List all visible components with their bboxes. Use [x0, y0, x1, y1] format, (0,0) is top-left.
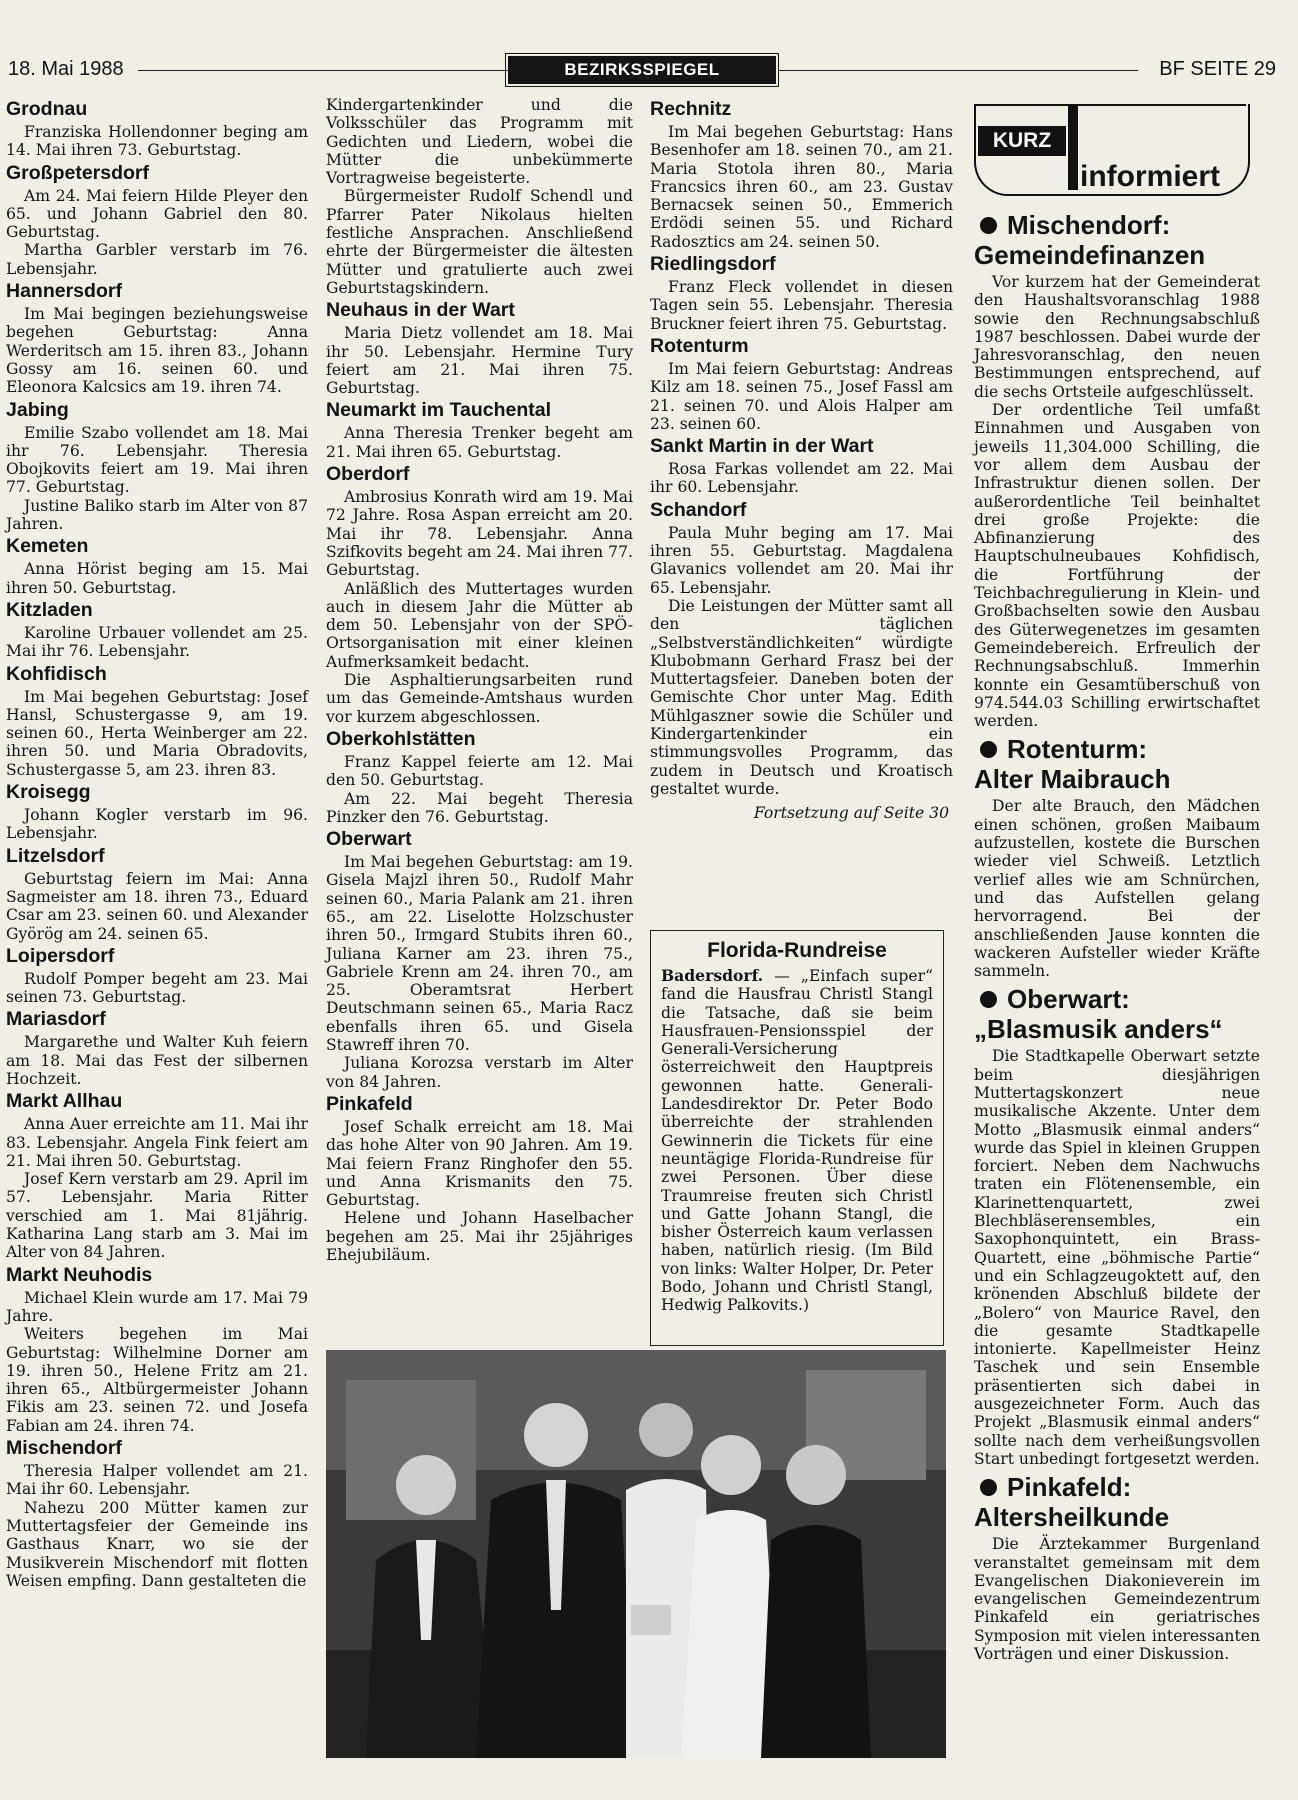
section-heading: Kroisegg	[6, 781, 91, 804]
kurz-item-title: Pinkafeld:	[1007, 1472, 1132, 1503]
article-paragraph: Anna Hörist beging am 15. Mai ihren 50. Geburtstag.	[6, 560, 308, 597]
article-paragraph: Anna Theresia Trenker begeht am 21. Mai ihren 65. Geburtstag.	[326, 424, 633, 461]
article-paragraph: Weiters begehen im Mai Geburtstag: Wilhelmine Dorner am 19. ihren 50., Helene Fritz am 21. ihren 65., Altbürgermeister Johann Fikis am 23. seinen 72. und Josefa Fabian am 24. ihren 74.	[6, 1325, 308, 1435]
article-paragraph: Rosa Farkas vollendet am 22. Mai ihr 60. Lebensjahr.	[650, 460, 953, 497]
kurz-item-paragraph: Die Ärztekammer Burgenland veranstaltet gemeinsam mit dem Evangelischen Diakonieverein im evangelischen Gemeindezentrum Pinkafeld ein geriatrisches Symposion mit vielen interessanten Vorträgen und einer Diskussion.	[974, 1535, 1260, 1663]
kurz-item-paragraph: Vor kurzem hat der Gemeinderat den Haushaltsvoranschlag 1988 sowie den Rechnungsabschluß 1987 beschlossen. Dabei wurde der Jahresvoranschlag, den neuen Bestimmungen entsprechend, auf die sechs Ortsteile aufgeschlüsselt.	[974, 273, 1260, 401]
section-heading: Kitzladen	[6, 598, 93, 621]
bullet-icon	[980, 741, 997, 758]
kurz-item-heading	[974, 984, 1260, 1044]
article-paragraph: Maria Dietz vollendet am 18. Mai ihr 50. Lebensjahr. Hermine Tury feiert am 21. Mai ihren 75. Geburtstag.	[326, 324, 633, 398]
continued-note: Fortsetzung auf Seite 30	[753, 804, 949, 823]
column-1	[6, 96, 308, 1590]
kurz-item-subtitle: „Blasmusik anders“	[974, 1014, 1223, 1045]
article-paragraph: Karoline Urbauer vollendet am 25. Mai ihr 76. Lebensjahr.	[6, 623, 308, 661]
article-paragraph: Nahezu 200 Mütter kamen zur Muttertagsfeier der Gemeinde ins Gasthaus Knarr, wo sie der Musikverein Mischendorf mit flotten Weisen empfing. Dann gestalteten die	[6, 1498, 308, 1590]
article-paragraph: Franz Kappel feierte am 12. Mai den 50. Geburtstag.	[326, 752, 633, 790]
kurz-informiert-logo	[974, 104, 1264, 200]
section-heading: Jabing	[6, 398, 69, 421]
column-2	[326, 96, 633, 1264]
section-heading: Loipersdorf	[6, 944, 115, 967]
article-paragraph: Franz Fleck vollendet in diesen Tagen sein 55. Lebensjahr. Theresia Bruckner feiert ihren 75. Geburtstag.	[650, 278, 953, 333]
kurz-item-heading	[974, 1472, 1260, 1532]
kurz-item-subtitle: Gemeindefinanzen	[974, 240, 1206, 270]
article-paragraph: Kindergartenkinder und die Volksschüler das Programm mit Gedichten und Liedern, wobei die Mütter die unbekümmerte Vortragweise begeisterte.	[326, 96, 633, 188]
section-heading: Neumarkt im Tauchental	[326, 399, 552, 422]
article-paragraph: Im Mai begehen Geburtstag: am 19. Gisela Majzl ihren 50., Rudolf Mahr seinen 60., Maria Palank am 21. ihren 65., am 22. Liselotte Holzschuster ihren 50., Irmgard Stubits ihren 60., Juliana Karner am 23. ihren 75., Gabriele Krenn am 24. ihren 70., am 25. Oberamtsrat Herbert Deutschmann seinen 65., Maria Racz ebenfalls ihren 65. und Gisela Stawreff ihren 70.	[326, 853, 633, 1055]
kurz-item-subtitle: Altersheilkunde	[974, 1502, 1170, 1533]
kurz-word: informiert	[1080, 160, 1221, 193]
florida-body	[651, 967, 943, 1315]
section-heading: Markt Neuhodis	[6, 1263, 153, 1286]
article-paragraph: Johann Kogler verstarb im 96. Lebensjahr.	[6, 806, 308, 843]
article-paragraph: Anläßlich des Muttertages wurden auch in diesem Jahr die Mütter ab dem 50. Lebensjahr von der SPÖ-Ortsorganisation mit einer kleinen Aufmerksamkeit bedacht.	[326, 579, 633, 671]
kurz-item-paragraph: Der alte Brauch, den Mädchen einen schönen, großen Maibaum aufzustellen, kostete die Burschen wieder viel Schweiß. Letztlich verlief alles wie am Schnürchen, und das Aufstellen gelang hervorragend. Bei der anschließenden Jause konnten die wackeren Aufsteller wieder Kräfte sammeln.	[974, 797, 1260, 981]
section-heading: Riedlingsdorf	[650, 253, 776, 276]
kurz-item-heading	[974, 210, 1260, 270]
article-paragraph: Juliana Korozsa verstarb im Alter von 84 Jahren.	[326, 1054, 633, 1091]
article-paragraph: Paula Muhr beging am 17. Mai ihren 55. Geburtstag. Magdalena Glavanics vollendet am 20. Mai ihr 65. Lebensjahr.	[650, 523, 953, 597]
page-number: BF SEITE 29	[1159, 58, 1276, 80]
section-heading: Rotenturm	[650, 334, 749, 357]
kurz-item-title: Rotenturm:	[1007, 734, 1148, 765]
article-paragraph: Franziska Hollendonner beging am 14. Mai ihren 73. Geburtstag.	[6, 123, 308, 160]
florida-location: Badersdorf.	[661, 966, 764, 985]
section-heading: Oberwart	[326, 828, 412, 851]
kurz-item-heading	[974, 734, 1260, 794]
section-heading: Rechnitz	[650, 98, 732, 120]
header-rule-right	[778, 70, 1138, 71]
section-heading: Oberkohlstätten	[326, 727, 476, 750]
section-heading: Mariasdorf	[6, 1008, 106, 1031]
article-paragraph: Emilie Szabo vollendet am 18. Mai ihr 76. Lebensjahr. Theresia Obojkovits feiert am 19. Mai ihren 77. Geburtstag.	[6, 423, 308, 497]
article-paragraph: Die Asphaltierungsarbeiten rund um das Gemeinde-Amtshaus wurden vor kurzem abgeschlossen.	[326, 671, 633, 726]
section-heading: Schandorf	[650, 498, 747, 521]
section-heading: Markt Allhau	[6, 1090, 123, 1113]
florida-title: Florida-Rundreise	[707, 939, 887, 962]
group-photo	[326, 1350, 946, 1758]
article-paragraph: Anna Auer erreichte am 11. Mai ihr 83. Lebensjahr. Angela Fink feiert am 21. Mai ihren 50. Geburtstag.	[6, 1115, 308, 1170]
kurz-item-subtitle: Alter Maibrauch	[974, 764, 1171, 795]
article-paragraph: Im Mai begehen Geburtstag: Hans Besenhofer am 18. seinen 70., am 21. Maria Stotola ihren 80., Maria Francsics ihren 60., am 23. Gustav Bernacsek seinen 50., Emmerich Erdödi seinen 55. und Richard Radosztics am 24. seinen 50.	[650, 123, 953, 251]
bullet-icon	[980, 991, 997, 1008]
section-heading: Hannersdorf	[6, 280, 122, 303]
bullet-icon	[980, 1479, 997, 1496]
article-paragraph: Im Mai begingen beziehungsweise begehen Geburtstag: Anna Werderitsch am 15. ihren 83., Johann Gossy am 16. seinen 60. und Eleonora Kalcsics am 19. ihren 74.	[6, 305, 308, 397]
article-paragraph: Justine Baliko starb im Alter von 87 Jahren.	[6, 496, 308, 534]
kurz-tag: KURZ	[978, 126, 1066, 156]
article-paragraph: Margarethe und Walter Kuh feiern am 18. Mai das Fest der silbernen Hochzeit.	[6, 1033, 308, 1088]
article-paragraph: Martha Garbler verstarb im 76. Lebensjahr.	[6, 241, 308, 278]
article-paragraph: Bürgermeister Rudolf Schendl und Pfarrer Pater Nikolaus hielten festliche Ansprachen. Anschließend ehrte der Bürgermeister die ältesten Mütter und gratulierte auch zwei Geburtstagskindern.	[326, 187, 633, 297]
article-paragraph: Am 24. Mai feiern Hilde Pleyer den 65. und Johann Gabriel den 80. Geburtstag.	[6, 186, 308, 242]
section-heading: Neuhaus in der Wart	[326, 299, 515, 322]
section-heading: Mischendorf	[6, 1437, 122, 1460]
section-heading: Oberdorf	[326, 463, 410, 486]
article-paragraph: Im Mai begehen Geburtstag: Josef Hansl, Schustergasse 9, am 19. seinen 60., Herta Weinberger am 22. ihren 50. und Maria Obradovits, Schustergasse 5, am 23. ihren 83.	[6, 687, 308, 779]
article-paragraph: Helene und Johann Haselbacher begehen am 25. Mai ihr 25jähriges Ehejubiläum.	[326, 1209, 633, 1265]
section-heading: Grodnau	[6, 98, 88, 120]
article-paragraph: Geburtstag feiern im Mai: Anna Sagmeister am 18. ihren 73., Eduard Csar am 23. seinen 60. und Alexander Györög am 24. seinen 65.	[6, 869, 308, 943]
section-heading: Litzelsdorf	[6, 844, 105, 867]
kurz-item-title: Oberwart:	[1007, 984, 1130, 1015]
issue-date: 18. Mai 1988	[8, 58, 124, 80]
article-paragraph: Rudolf Pomper begeht am 23. Mai seinen 73. Geburtstag.	[6, 969, 308, 1007]
section-heading: Pinkafeld	[326, 1092, 413, 1115]
article-paragraph: Josef Schalk erreicht am 18. Mai das hohe Alter von 90 Jahren. Am 19. Mai feiern Franz Ringhofer den 55. und Anna Krismanits den 75. Geburtstag.	[326, 1117, 633, 1210]
article-paragraph: Michael Klein wurde am 17. Mai 79 Jahre.	[6, 1288, 308, 1325]
page-header	[6, 56, 1276, 90]
column-3	[650, 96, 953, 823]
bullet-icon	[980, 217, 997, 234]
section-heading: Sankt Martin in der Wart	[650, 435, 874, 458]
kurz-informiert-column	[974, 206, 1260, 1663]
article-paragraph: Theresia Halper vollendet am 21. Mai ihr 60. Lebensjahr.	[6, 1462, 308, 1499]
section-banner: BEZIRKSSPIEGEL	[508, 56, 776, 84]
article-paragraph: Am 22. Mai begeht Theresia Pinzker den 76. Geburtstag.	[326, 789, 633, 826]
section-heading: Kemeten	[6, 535, 89, 558]
article-paragraph: Die Leistungen der Mütter samt all den täglichen „Selbstverständlichkeiten“ würdigte Klubobmann Gerhard Frasz bei der Muttertagsfeier. Daneben boten der Gemischte Chor unter Mag. Edith Mühlgaszner sowie die Schüler und Kindergartenkinder ein stimmungsvolles Programm, das zudem in Deutsch und Kroatisch gestaltet wurde.	[650, 596, 953, 798]
florida-text: — „Einfach super“ fand die Hausfrau Christl Stangl die Tatsache, daß sie beim Hausfrauen-Pensionsspiel der Generali-Versicherung österreichweit den Hauptpreis gewonnen hatte. Generali-Landesdirektor Dr. Peter Bodo überreichte der strahlenden Gewinnerin die Tickets für eine neuntägige Florida-Rundreise für zwei Personen. Über diese Traumreise freuten sich Christl und Gatte Johann Stangl, die bisher Österreich kaum verlassen haben, natürlich riesig. (Im Bild von links: Walter Holper, Dr. Peter Bodo, Johann und Christl Stangl, Hedwig Palkovits.)	[661, 967, 933, 1315]
kurz-item-paragraph: Der ordentliche Teil umfaßt Einnahmen und Ausgaben von jeweils 11,304.000 Schilling, die vor allem dem Ausbau der Infrastruktur dienen sollen. Der außerordentliche Teil beinhaltet drei große Projekte: die Abfinanzierung des Hauptschulneubaues Kohfidisch, die Fortführung der Teichbachregulierung in Klein- und Großbachselten sowie den Ausbau des Güterwegenetzes im gesamten Gemeindebereich. Erfreulich der Rechnungsabschluß. Immerhin konnte ein Gesamtüberschuß von 974.544.03 Schilling erwirtschaftet werden.	[974, 401, 1260, 731]
article-paragraph: Im Mai feiern Geburtstag: Andreas Kilz am 18. seinen 75., Josef Fassl am 21. seinen 70. und Alois Halper am 23. seinen 60.	[650, 359, 953, 433]
article-paragraph: Josef Kern verstarb am 29. April im 57. Lebensjahr. Maria Ritter verschied am 1. Mai 81jährig. Katharina Lang starb am 3. Mai im Alter von 84 Jahren.	[6, 1170, 308, 1262]
section-heading: Kohfidisch	[6, 662, 107, 685]
kurz-item-paragraph: Die Stadtkapelle Oberwart setzte beim diesjährigen Muttertagskonzert neue musikalische Akzente. Unter dem Motto „Blasmusik einmal anders“ wurde das Spiel in kleinen Gruppen forciert. Neben dem Nachwuchs traten ein Flötenensemble, ein Klarinettenquartett, zwei Blechbläserensembles, ein Saxophonquintett, ein Brass-Quartett, eine „böhmische Partie“ und ein Schlagzeugoktett auf, den krönenden Abschluß bildete der „Bolero“ von Maurice Ravel, den die gesamte Stadtkapelle intonierte. Kapellmeister Heinz Taschek und sein Ensemble präsentierten sich dabei in ausgezeichneter Form. Auch das Projekt „Blasmusik einmal anders“ sollte nach dem verheißungsvollen Start unbedingt fortgesetzt werden.	[974, 1047, 1260, 1468]
header-rule-left	[138, 70, 508, 71]
section-heading: Großpetersdorf	[6, 161, 150, 184]
florida-article-box	[650, 930, 944, 1346]
article-paragraph: Ambrosius Konrath wird am 19. Mai 72 Jahre. Rosa Aspan erreicht am 20. Mai ihr 78. Lebensjahr. Anna Szifkovits begeht am 24. Mai ihren 77. Geburtstag.	[326, 488, 633, 580]
kurz-item-title: Mischendorf:	[1007, 210, 1171, 240]
